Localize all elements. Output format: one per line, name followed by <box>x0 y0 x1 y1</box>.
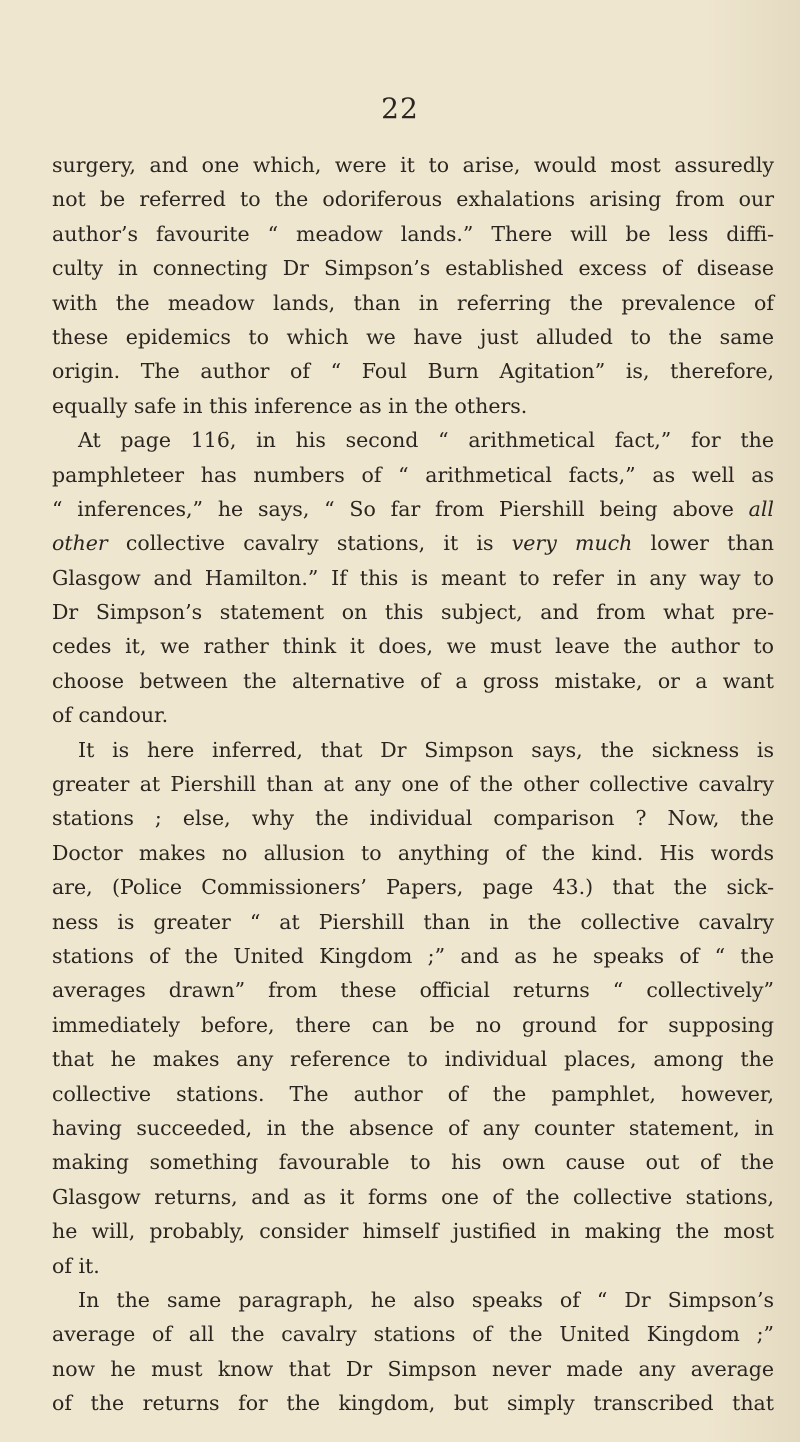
text-line: not be referred to the odoriferous exhalations arising from our <box>52 187 774 212</box>
text-line: greater at Piershill than at any one of the other collective cavalry <box>52 772 774 797</box>
paragraph-start-line: In the same paragraph, he also speaks of “ Dr Simpson’s <box>78 1287 774 1312</box>
text-line: now he must know that Dr Simpson never made any average <box>52 1356 774 1381</box>
text-line: collective stations. The author of the pamphlet, however, <box>52 1081 774 1106</box>
text-line: Dr Simpson’s statement on this subject, and from what pre- <box>52 600 774 625</box>
text-line: average of all the cavalry stations of the United Kingdom ;” <box>52 1322 774 1347</box>
text-line: pamphleteer has numbers of “ arithmetical facts,” as well as <box>52 462 774 487</box>
page-number: 22 <box>381 92 419 125</box>
body-text <box>52 148 774 1420</box>
text-line: these epidemics to which we have just alluded to the same <box>52 324 774 349</box>
paragraph-start-line: At page 116, in his second “ arithmetical fact,” for the <box>78 428 774 453</box>
text-line: of the returns for the kingdom, but simply transcribed that <box>52 1391 774 1416</box>
text-line: surgery, and one which, were it to arise, would most assuredly <box>52 153 774 177</box>
paragraph-start-line: It is here inferred, that Dr Simpson says, the sickness is <box>78 737 774 762</box>
text-line: Glasgow returns, and as it forms one of the collective stations, <box>52 1184 774 1209</box>
text-line: Glasgow and Hamilton.” If this is meant to refer in any way to <box>52 565 774 590</box>
text-line: stations ; else, why the individual comparison ? Now, the <box>52 806 774 831</box>
text-line: choose between the alternative of a gross mistake, or a want <box>52 668 774 693</box>
text-line: having succeeded, in the absence of any counter statement, in <box>52 1115 774 1140</box>
text-line: author’s favourite “ meadow lands.” There will be less diffi- <box>52 221 774 246</box>
text-line: “ inferences,” he says, “ So far from Piershill being above all <box>52 496 774 521</box>
text-line: equally safe in this inference as in the others. <box>52 393 528 418</box>
text-line: he will, probably, consider himself justified in making the most <box>52 1219 774 1244</box>
text-line: Doctor makes no allusion to anything of the kind. His words <box>52 840 774 865</box>
text-line: immediately before, there can be no ground for supposing <box>52 1012 774 1037</box>
text-line: with the meadow lands, than in referring the prevalence of <box>52 290 774 315</box>
text-line: making something favourable to his own cause out of the <box>52 1150 774 1175</box>
text-line: are, (Police Commissioners’ Papers, page 43.) that the sick- <box>52 875 774 900</box>
text-line: other collective cavalry stations, it is very much lower than <box>52 531 775 556</box>
text-line: culty in connecting Dr Simpson’s established excess of disease <box>52 256 774 281</box>
text-line: cedes it, we rather think it does, we must leave the author to <box>52 634 774 659</box>
text-line: ness is greater “ at Piershill than in the collective cavalry <box>52 909 774 934</box>
text-line: origin. The author of “ Foul Burn Agitation” is, therefore, <box>52 359 774 384</box>
text-line: of it. <box>52 1253 100 1278</box>
text-line: stations of the United Kingdom ;” and as he speaks of “ the <box>52 943 774 968</box>
text-line: that he makes any reference to individual places, among the <box>52 1047 774 1072</box>
text-line: averages drawn” from these official returns “ collectively” <box>52 978 774 1003</box>
text-line: of candour. <box>52 703 169 728</box>
